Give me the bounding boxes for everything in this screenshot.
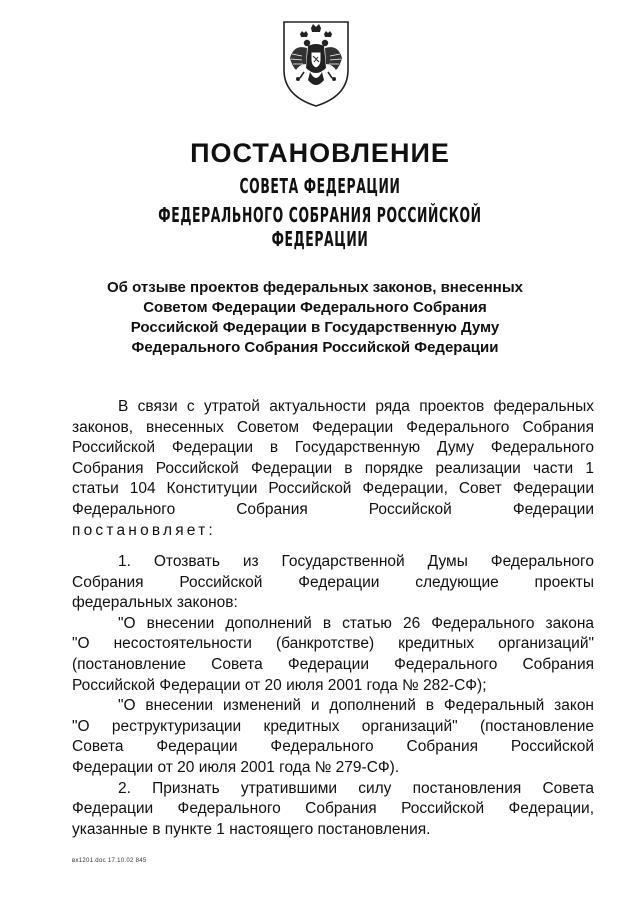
file-reference-code: вх1201.doc 17.10.02 845 [72,858,147,864]
russian-coat-of-arms-icon [278,18,354,108]
text-line: 1. Отозвать из Государственной Думы Федерального [118,553,594,570]
text-line: статьи 104 Конституции Российской Федерации, Совет Федерации [72,480,594,498]
text-line: Федерации от 20 июля 2001 года № 279-СФ). [72,758,400,776]
subject-line: Федерального Собрания Российской Федерации [131,339,499,356]
text-line: (постановление Совета Федерации Федерального Собрания [72,655,594,673]
text-line: Собрания Российской Федерации в порядке реализации части 1 [72,459,594,477]
text-line: указанные в пункте 1 настоящего постановления. [72,820,431,838]
subject-line: Российской Федерации в Государственную Думу [130,319,500,336]
issuing-body-line-1: СОВЕТА ФЕДЕРАЦИИ [239,174,401,198]
text-line: Федерации Федерального Собрания Российской Федерации, [72,800,594,818]
preamble-paragraph [72,397,594,541]
resolves-word: постановляет: [72,521,216,539]
resolution-paragraphs [72,552,594,840]
text-line: федеральных законов: [72,594,238,612]
document-title: ПОСТАНОВЛЕНИЕ [190,138,450,168]
text-line: "О несостоятельности (банкротстве) кредитных организаций" [72,635,594,653]
text-line: В связи с утратой актуальности ряда проектов федеральных [118,398,594,415]
text-line: Российской Федерации от 20 июля 2001 года № 282-СФ); [72,676,487,694]
text-line: "О внесении дополнений в статью 26 Федерального закона [118,614,594,632]
text-line: "О реструктуризации кредитных организаций" (постановление [72,717,594,735]
subject-line: Советом Федерации Федерального Собрания [143,299,487,316]
subject-line: Об отзыве проектов федеральных законов, внесенных [107,279,523,296]
text-line: Федерального Собрания Российской Федерации [72,500,594,518]
document-subject [100,278,530,358]
issuing-body-line-2: ФЕДЕРАЛЬНОГО СОБРАНИЯ РОССИЙСКОЙ ФЕДЕРАЦИИ [158,203,482,251]
text-line: Российской Федерации в Государственную Думу Федерального [72,439,594,457]
text-line: Собрания Российской Федерации следующие проекты [72,573,594,591]
text-line: "О внесении изменений и дополнений в Федеральный закон [118,697,594,715]
text-line: 2. Признать утратившими силу постановления Совета [118,779,594,797]
text-line: законов, внесенных Советом Федерации Федерального Собрания [72,418,594,436]
text-line: Совета Федерации Федерального Собрания Российской [72,738,594,756]
coat-of-arms-emblem [278,18,354,108]
